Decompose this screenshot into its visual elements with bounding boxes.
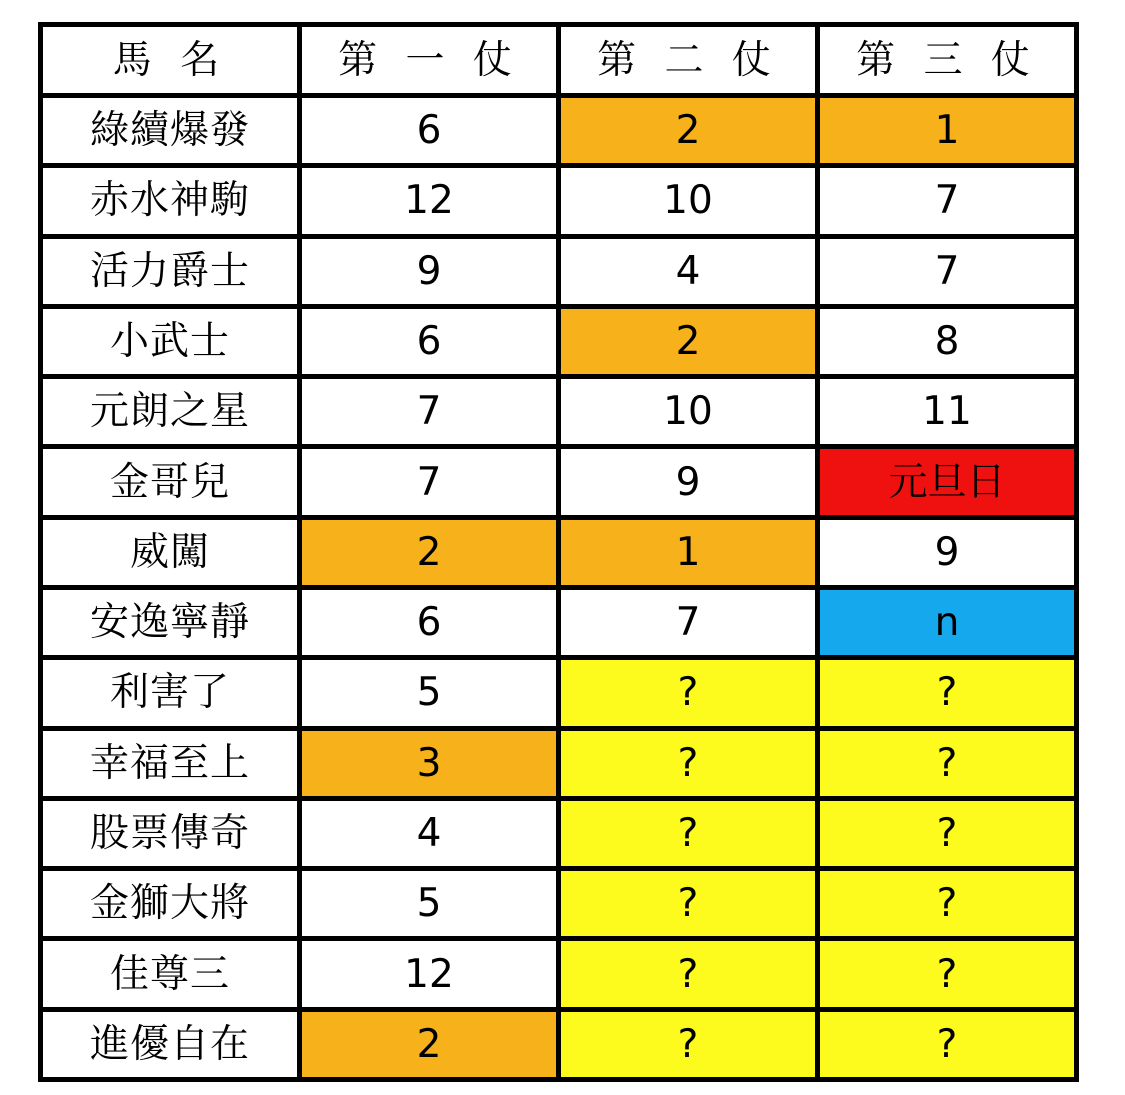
race-2-result-cell: 1 bbox=[559, 517, 818, 587]
table-row bbox=[41, 236, 1077, 306]
race-2-result-cell: ? bbox=[559, 1009, 818, 1079]
horse-name-cell: 幸福至上 bbox=[41, 728, 300, 798]
table-row bbox=[41, 447, 1077, 517]
header-race-2: 第 二 仗 bbox=[559, 25, 818, 96]
horse-name-cell: 赤水神駒 bbox=[41, 166, 300, 236]
race-1-result-cell: 7 bbox=[300, 377, 559, 447]
horse-name-cell: 綠續爆發 bbox=[41, 96, 300, 166]
table-body bbox=[41, 96, 1077, 1080]
table-row bbox=[41, 587, 1077, 657]
race-2-result-cell: 9 bbox=[559, 447, 818, 517]
race-3-result-cell: 元旦日 bbox=[818, 447, 1077, 517]
table-row bbox=[41, 798, 1077, 868]
race-1-result-cell: 9 bbox=[300, 236, 559, 306]
table-row bbox=[41, 939, 1077, 1009]
table-row bbox=[41, 658, 1077, 728]
table-row bbox=[41, 517, 1077, 587]
race-3-result-cell: ? bbox=[818, 728, 1077, 798]
race-2-result-cell: ? bbox=[559, 939, 818, 1009]
horse-name-cell: 金獅大將 bbox=[41, 869, 300, 939]
table-row bbox=[41, 1009, 1077, 1079]
header-race-3: 第 三 仗 bbox=[818, 25, 1077, 96]
race-3-result-cell: 1 bbox=[818, 96, 1077, 166]
horse-name-cell: 安逸寧靜 bbox=[41, 587, 300, 657]
race-3-result-cell: 9 bbox=[818, 517, 1077, 587]
race-3-result-cell: n bbox=[818, 587, 1077, 657]
race-1-result-cell: 12 bbox=[300, 166, 559, 236]
table-row bbox=[41, 377, 1077, 447]
table-row bbox=[41, 166, 1077, 236]
race-3-result-cell: ? bbox=[818, 798, 1077, 868]
horse-name-cell: 利害了 bbox=[41, 658, 300, 728]
race-1-result-cell: 4 bbox=[300, 798, 559, 868]
race-1-result-cell: 12 bbox=[300, 939, 559, 1009]
race-1-result-cell: 3 bbox=[300, 728, 559, 798]
horse-results-table bbox=[38, 22, 1079, 1082]
header-race-1: 第 一 仗 bbox=[300, 25, 559, 96]
horse-name-cell: 金哥兒 bbox=[41, 447, 300, 517]
header-horse-name: 馬 名 bbox=[41, 25, 300, 96]
race-1-result-cell: 5 bbox=[300, 869, 559, 939]
race-2-result-cell: 2 bbox=[559, 96, 818, 166]
race-2-result-cell: 10 bbox=[559, 377, 818, 447]
race-2-result-cell: 10 bbox=[559, 166, 818, 236]
race-2-result-cell: ? bbox=[559, 869, 818, 939]
race-1-result-cell: 6 bbox=[300, 96, 559, 166]
race-3-result-cell: ? bbox=[818, 869, 1077, 939]
table-row bbox=[41, 306, 1077, 376]
race-1-result-cell: 7 bbox=[300, 447, 559, 517]
race-3-result-cell: ? bbox=[818, 1009, 1077, 1079]
horse-name-cell: 活力爵士 bbox=[41, 236, 300, 306]
race-1-result-cell: 5 bbox=[300, 658, 559, 728]
race-1-result-cell: 6 bbox=[300, 587, 559, 657]
race-3-result-cell: ? bbox=[818, 939, 1077, 1009]
table-row bbox=[41, 96, 1077, 166]
race-2-result-cell: ? bbox=[559, 658, 818, 728]
horse-name-cell: 元朗之星 bbox=[41, 377, 300, 447]
table-row bbox=[41, 869, 1077, 939]
race-2-result-cell: ? bbox=[559, 798, 818, 868]
race-2-result-cell: 4 bbox=[559, 236, 818, 306]
horse-name-cell: 進優自在 bbox=[41, 1009, 300, 1079]
race-2-result-cell: 7 bbox=[559, 587, 818, 657]
table-row bbox=[41, 728, 1077, 798]
race-3-result-cell: 7 bbox=[818, 236, 1077, 306]
race-2-result-cell: 2 bbox=[559, 306, 818, 376]
horse-name-cell: 股票傳奇 bbox=[41, 798, 300, 868]
race-2-result-cell: ? bbox=[559, 728, 818, 798]
race-3-result-cell: 8 bbox=[818, 306, 1077, 376]
header-row bbox=[41, 25, 1077, 96]
race-3-result-cell: 7 bbox=[818, 166, 1077, 236]
race-1-result-cell: 2 bbox=[300, 1009, 559, 1079]
horse-name-cell: 小武士 bbox=[41, 306, 300, 376]
race-3-result-cell: ? bbox=[818, 658, 1077, 728]
race-1-result-cell: 2 bbox=[300, 517, 559, 587]
horse-name-cell: 佳尊三 bbox=[41, 939, 300, 1009]
horse-name-cell: 威闖 bbox=[41, 517, 300, 587]
race-3-result-cell: 11 bbox=[818, 377, 1077, 447]
race-1-result-cell: 6 bbox=[300, 306, 559, 376]
